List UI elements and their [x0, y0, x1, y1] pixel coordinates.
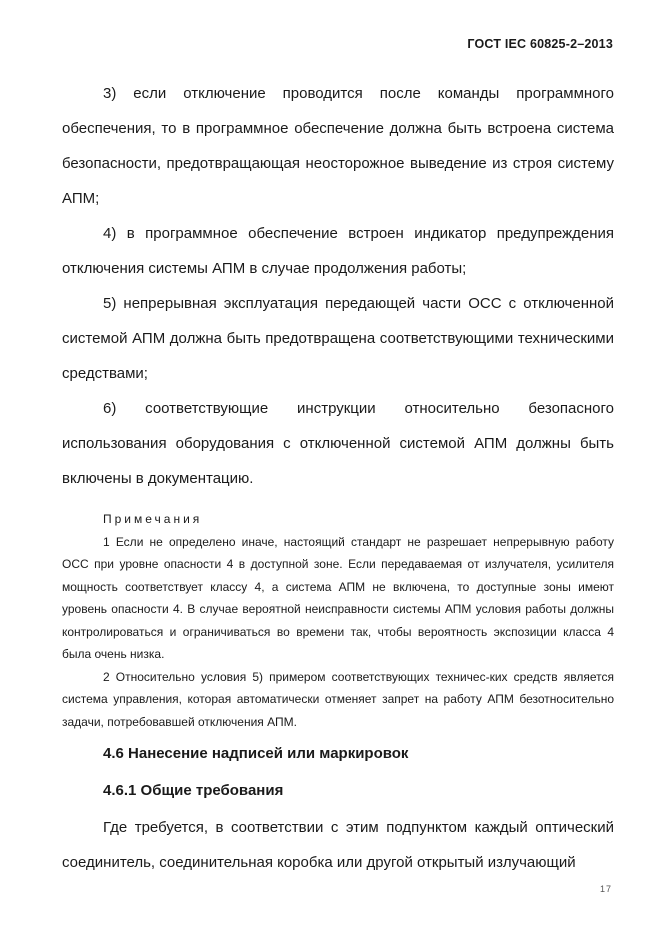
paragraph-item-5: 5) непрерывная эксплуатация передающей части ОСС с отключенной системой АПМ должна быть предотвращена соответствующими техническими средствами; — [62, 295, 614, 382]
page-number: 17 — [599, 884, 612, 894]
subsection-heading: 4.6.1 Общие требования — [103, 782, 284, 799]
note-item-1: 1 Если не определено иначе, настоящий стандарт не разрешает непрерывную работу ОСС при уровне опасности 4 в доступной зоне. Если передаваемая от излучателя, усилителя мощность соответствует классу 4, а система АПМ не включена, то доступные зоны имеют уровень опасности 4. В случае вероятной неисправности системы АПМ условия работы должны контролироваться и ограничиваться во времени так, чтобы вероятность экспозиции класса 4 была очень низка. — [62, 534, 614, 661]
subsection-paragraph: Где требуется, в соответствии с этим подпунктом каждый оптический соединитель, соединительная коробка или другой открытый излучающий — [62, 819, 614, 871]
paragraph-item-6: 6) соответствующие инструкции относительно безопасного использования оборудования с отключенной системой АПМ должны быть включены в документацию. — [62, 400, 614, 487]
paragraph-item-3: 3) если отключение проводится после команды программного обеспечения, то в программное обеспечение должна быть встроена система безопасности, предотвращающая неосторожное выведение из строя систему АПМ; — [62, 85, 614, 207]
notes-block — [62, 508, 614, 733]
notes-title: Примечания — [103, 512, 203, 526]
note-item-2: 2 Относительно условия 5) примером соответствующих техничес-ких средств является система управления, которая автоматически отменяет запрет на работу АПМ безотносительно задачи, потребовавшей отключения АПМ. — [62, 669, 614, 729]
list-paragraphs — [62, 76, 614, 496]
subsection-text-block — [62, 810, 614, 880]
section-heading: 4.6 Нанесение надписей или маркировок — [103, 745, 409, 762]
paragraph-item-4: 4) в программное обеспечение встроен индикатор предупреждения отключения системы АПМ в случае продолжения работы; — [62, 225, 614, 277]
standard-header: ГОСТ IEC 60825-2–2013 — [467, 37, 613, 51]
